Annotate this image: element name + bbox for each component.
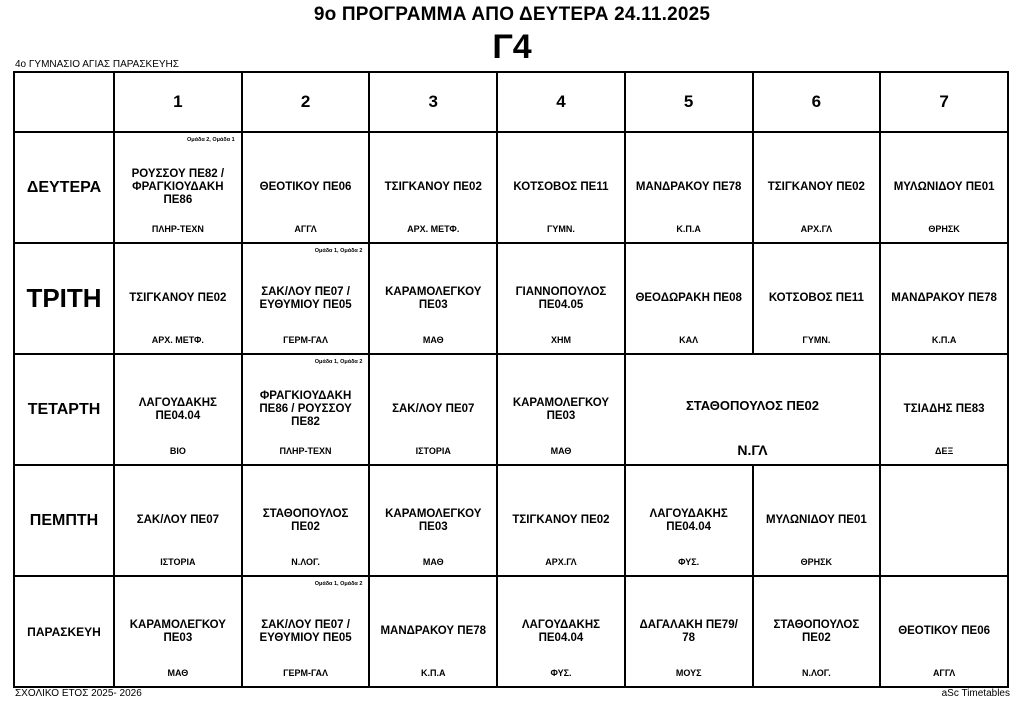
day-row bbox=[14, 465, 1008, 576]
lesson-cell bbox=[880, 243, 1008, 354]
timetable-title: 9ο ΠΡΟΓΡΑΜΜΑ ΑΠΟ ΔΕΥΤΕΡΑ 24.11.2025 bbox=[313, 4, 711, 25]
teacher-name: ΣΑΚ/ΛΟΥ ΠΕ07 / ΕΥΘΥΜΙΟΥ ΠΕ05 bbox=[259, 618, 352, 644]
lesson-cell bbox=[114, 465, 242, 576]
lesson-cell bbox=[625, 243, 753, 354]
lesson-cell bbox=[753, 465, 881, 576]
teacher-name: ΚΑΡΑΜΟΛΕΓΚΟΥ ΠΕ03 bbox=[512, 396, 610, 422]
period-header: 3 bbox=[369, 72, 497, 132]
lesson-cell bbox=[497, 354, 625, 465]
school-name: 4ο ΓΥΜΝΑΣΙΟ ΑΓΙΑΣ ΠΑΡΑΣΚΕΥΗΣ bbox=[15, 59, 179, 70]
subject-name: ΑΡΧ.ΓΛ bbox=[800, 224, 833, 234]
teacher-name: ΚΑΡΑΜΟΛΕΓΚΟΥ ΠΕ03 bbox=[129, 618, 226, 644]
teacher-name: ΜΑΝΔΡΑΚΟΥ ΠΕ78 bbox=[635, 181, 742, 193]
teacher-name: ΘΕΟΤΙΚΟΥ ΠΕ06 bbox=[259, 181, 352, 193]
subject-name: Κ.Π.Α bbox=[421, 668, 446, 678]
day-row bbox=[14, 132, 1008, 243]
lesson-cell bbox=[625, 132, 753, 243]
lesson-cell bbox=[625, 354, 880, 465]
group-label: Ομάδα 2, Ομάδα 1 bbox=[186, 137, 235, 143]
subject-name: Ν.ΛΟΓ. bbox=[802, 668, 831, 678]
teacher-name: ΜΑΝΔΡΑΚΟΥ ΠΕ78 bbox=[380, 625, 487, 637]
day-label: ΔΕΥΤΕΡΑ bbox=[14, 132, 114, 243]
teacher-name: ΡΟΥΣΣΟΥ ΠΕ82 / ΦΡΑΓΚΙΟΥΔΑΚΗ ΠΕ86 bbox=[131, 168, 225, 206]
lesson-cell bbox=[369, 132, 497, 243]
teacher-name: ΛΑΓΟΥΔΑΚΗΣ ΠΕ04.04 bbox=[138, 396, 217, 422]
subject-name: Ν.ΓΛ bbox=[737, 442, 768, 458]
period-header: 1 bbox=[114, 72, 242, 132]
subject-name: ΓΥΜΝ. bbox=[802, 335, 831, 345]
software-credit: aSc Timetables bbox=[941, 688, 1010, 699]
teacher-name: ΣΤΑΘΟΠΟΥΛΟΣ ΠΕ02 bbox=[262, 507, 349, 533]
subject-name: ΦΥΣ. bbox=[678, 557, 700, 567]
teacher-name: ΜΑΝΔΡΑΚΟΥ ΠΕ78 bbox=[891, 292, 997, 304]
subject-name: ΠΛΗΡ-ΤΕΧΝ bbox=[151, 224, 204, 234]
lesson-cell bbox=[242, 465, 370, 576]
lesson-cell bbox=[753, 243, 881, 354]
lesson-cell bbox=[497, 465, 625, 576]
subject-name: ΘΡΗΣΚ bbox=[800, 557, 833, 567]
subject-name: ΚΑΛ bbox=[679, 335, 699, 345]
teacher-name: ΣΑΚ/ΛΟΥ ΠΕ07 bbox=[392, 403, 475, 415]
subject-name: ΜΑΘ bbox=[167, 668, 189, 678]
teacher-name: ΤΣΙΓΚΑΝΟΥ ΠΕ02 bbox=[384, 181, 482, 193]
teacher-name: ΓΙΑΝΝΟΠΟΥΛΟΣ ΠΕ04.05 bbox=[515, 285, 607, 311]
corner-cell bbox=[14, 72, 114, 132]
subject-name: ΧΗΜ bbox=[550, 335, 571, 345]
period-header: 5 bbox=[625, 72, 753, 132]
day-label: ΤΕΤΑΡΤΗ bbox=[14, 354, 114, 465]
teacher-name: ΘΕΟΤΙΚΟΥ ΠΕ06 bbox=[898, 625, 991, 637]
subject-name: ΜΑΘ bbox=[422, 335, 444, 345]
subject-name: ΦΥΣ. bbox=[550, 668, 572, 678]
subject-name: ΓΕΡΜ-ΓΑΛ bbox=[283, 335, 328, 345]
teacher-name: ΜΥΛΩΝΙΔΟΥ ΠΕ01 bbox=[893, 181, 995, 193]
teacher-name: ΤΣΙΑΔΗΣ ΠΕ83 bbox=[903, 403, 985, 415]
period-header-row bbox=[14, 72, 1008, 132]
group-label: Ομάδα 1, Ομάδα 2 bbox=[314, 581, 363, 587]
lesson-cell bbox=[242, 354, 370, 465]
lesson-cell bbox=[242, 576, 370, 687]
lesson-cell bbox=[369, 354, 497, 465]
teacher-name: ΣΑΚ/ΛΟΥ ΠΕ07 / ΕΥΘΥΜΙΟΥ ΠΕ05 bbox=[259, 285, 352, 311]
teacher-name: ΚΑΡΑΜΟΛΕΓΚΟΥ ΠΕ03 bbox=[385, 507, 482, 533]
subject-name: ΜΑΘ bbox=[422, 557, 444, 567]
teacher-name: ΤΣΙΓΚΑΝΟΥ ΠΕ02 bbox=[129, 292, 227, 304]
period-header: 7 bbox=[880, 72, 1008, 132]
lesson-cell bbox=[114, 243, 242, 354]
group-label: Ομάδα 1, Ομάδα 2 bbox=[314, 248, 363, 254]
lesson-cell bbox=[880, 132, 1008, 243]
teacher-name: ΛΑΓΟΥΔΑΚΗΣ ΠΕ04.04 bbox=[521, 618, 601, 644]
day-row bbox=[14, 576, 1008, 687]
teacher-name: ΘΕΟΔΩΡΑΚΗ ΠΕ08 bbox=[635, 292, 742, 304]
lesson-cell bbox=[114, 132, 242, 243]
lesson-cell bbox=[625, 465, 753, 576]
teacher-name: ΜΥΛΩΝΙΔΟΥ ΠΕ01 bbox=[765, 514, 867, 526]
teacher-name: ΚΟΤΣΟΒΟΣ ΠΕ11 bbox=[513, 181, 609, 193]
teacher-name: ΚΑΡΑΜΟΛΕΓΚΟΥ ΠΕ03 bbox=[385, 285, 482, 311]
school-year: ΣΧΟΛΙΚΟ ΕΤΟΣ 2025- 2026 bbox=[15, 688, 142, 699]
subject-name: ΑΡΧ. ΜΕΤΦ. bbox=[151, 335, 204, 345]
teacher-name: ΚΟΤΣΟΒΟΣ ΠΕ11 bbox=[768, 292, 864, 304]
subject-name: Κ.Π.Α bbox=[676, 224, 701, 234]
lesson-cell bbox=[497, 132, 625, 243]
subject-name: ΑΡΧ.ΓΛ bbox=[545, 557, 577, 567]
group-label: Ομάδα 1, Ομάδα 2 bbox=[314, 359, 363, 365]
lesson-cell bbox=[880, 354, 1008, 465]
subject-name: ΘΡΗΣΚ bbox=[928, 224, 960, 234]
teacher-name: ΤΣΙΓΚΑΝΟΥ ΠΕ02 bbox=[512, 514, 610, 526]
subject-name: ΙΣΤΟΡΙΑ bbox=[415, 446, 451, 456]
subject-name: ΑΓΓΛ bbox=[294, 224, 317, 234]
subject-name: ΜΑΘ bbox=[550, 446, 572, 456]
teacher-name: ΦΡΑΓΚΙΟΥΔΑΚΗ ΠΕ86 / ΡΟΥΣΣΟΥ ΠΕ82 bbox=[259, 390, 352, 428]
subject-name: ΜΟΥΣ bbox=[675, 668, 702, 678]
lesson-cell bbox=[369, 465, 497, 576]
subject-name: ΓΕΡΜ-ΓΑΛ bbox=[283, 668, 328, 678]
subject-name: Ν.ΛΟΓ. bbox=[291, 557, 320, 567]
class-name: Γ4 bbox=[492, 28, 532, 66]
lesson-cell bbox=[497, 576, 625, 687]
subject-name: ΠΛΗΡ-ΤΕΧΝ bbox=[279, 446, 332, 456]
subject-name: ΑΡΧ. ΜΕΤΦ. bbox=[407, 224, 460, 234]
subject-name: ΒΙΟ bbox=[169, 446, 186, 456]
lesson-cell bbox=[369, 576, 497, 687]
subject-name: ΔΕΞ bbox=[934, 446, 954, 456]
day-row bbox=[14, 354, 1008, 465]
teacher-name: ΛΑΓΟΥΔΑΚΗΣ ΠΕ04.04 bbox=[649, 507, 728, 533]
timetable-grid bbox=[13, 71, 1009, 688]
lesson-cell bbox=[625, 576, 753, 687]
day-label: ΠΕΜΠΤΗ bbox=[14, 465, 114, 576]
teacher-name: ΣΤΑΘΟΠΟΥΛΟΣ ΠΕ02 bbox=[773, 618, 860, 644]
lesson-cell bbox=[114, 576, 242, 687]
lesson-cell bbox=[369, 243, 497, 354]
lesson-cell bbox=[497, 243, 625, 354]
lesson-cell bbox=[114, 354, 242, 465]
teacher-name: ΤΣΙΓΚΑΝΟΥ ΠΕ02 bbox=[767, 181, 865, 193]
subject-name: ΓΥΜΝ. bbox=[547, 224, 575, 234]
teacher-name: ΣΤΑΘΟΠΟΥΛΟΣ ΠΕ02 bbox=[685, 398, 820, 413]
teacher-name: ΔΑΓΑΛΑΚΗ ΠΕ79/ 78 bbox=[639, 618, 738, 644]
period-header: 4 bbox=[497, 72, 625, 132]
lesson-cell bbox=[880, 465, 1008, 576]
day-row bbox=[14, 243, 1008, 354]
lesson-cell bbox=[242, 243, 370, 354]
day-label: ΤΡΙΤΗ bbox=[14, 243, 114, 354]
lesson-cell bbox=[242, 132, 370, 243]
subject-name: Κ.Π.Α bbox=[931, 335, 957, 345]
subject-name: ΙΣΤΟΡΙΑ bbox=[160, 557, 196, 567]
day-label: ΠΑΡΑΣΚΕΥΗ bbox=[14, 576, 114, 687]
teacher-name: ΣΑΚ/ΛΟΥ ΠΕ07 bbox=[136, 514, 220, 526]
period-header: 6 bbox=[753, 72, 881, 132]
subject-name: ΑΓΓΛ bbox=[932, 668, 956, 678]
lesson-cell bbox=[753, 132, 881, 243]
lesson-cell bbox=[880, 576, 1008, 687]
lesson-cell bbox=[753, 576, 881, 687]
period-header: 2 bbox=[242, 72, 370, 132]
